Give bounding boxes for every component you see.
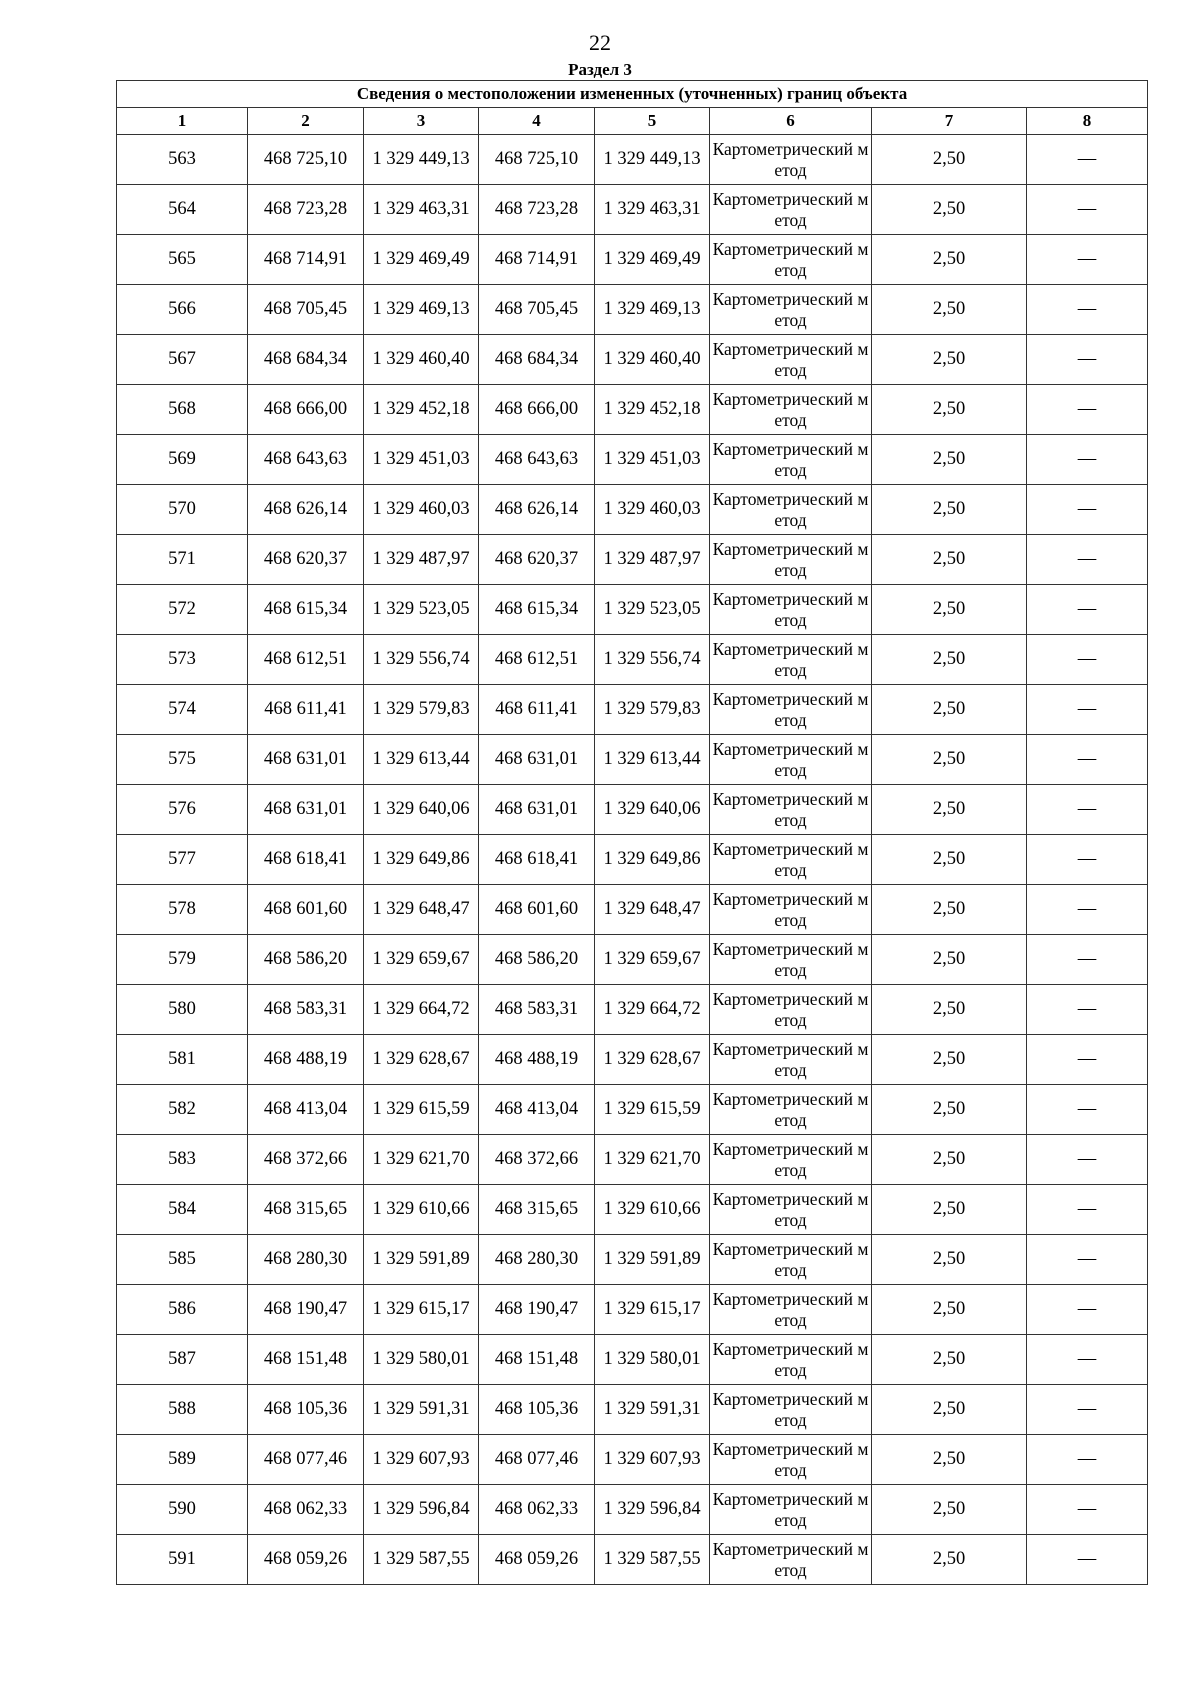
column-number: 4 bbox=[479, 108, 595, 135]
method-cell: Картометрический метод bbox=[710, 935, 872, 985]
x-existing-cell: 468 586,20 bbox=[248, 935, 364, 985]
accuracy-cell: 2,50 bbox=[872, 1335, 1027, 1385]
x-existing-cell: 468 488,19 bbox=[248, 1035, 364, 1085]
point-number-cell: 568 bbox=[117, 385, 248, 435]
x-new-cell: 468 643,63 bbox=[479, 435, 595, 485]
description-cell: — bbox=[1027, 835, 1148, 885]
x-new-cell: 468 315,65 bbox=[479, 1185, 595, 1235]
table-row bbox=[117, 585, 1148, 635]
x-existing-cell: 468 077,46 bbox=[248, 1435, 364, 1485]
x-new-cell: 468 062,33 bbox=[479, 1485, 595, 1535]
accuracy-cell: 2,50 bbox=[872, 1385, 1027, 1435]
method-cell: Картометрический метод bbox=[710, 235, 872, 285]
description-cell: — bbox=[1027, 1085, 1148, 1135]
y-existing-cell: 1 329 648,47 bbox=[364, 885, 479, 935]
point-number-cell: 567 bbox=[117, 335, 248, 385]
table-row bbox=[117, 435, 1148, 485]
y-existing-cell: 1 329 607,93 bbox=[364, 1435, 479, 1485]
x-new-cell: 468 105,36 bbox=[479, 1385, 595, 1435]
point-number-cell: 587 bbox=[117, 1335, 248, 1385]
method-cell: Картометрический метод bbox=[710, 1385, 872, 1435]
y-new-cell: 1 329 556,74 bbox=[595, 635, 710, 685]
method-cell: Картометрический метод bbox=[710, 1035, 872, 1085]
y-new-cell: 1 329 610,66 bbox=[595, 1185, 710, 1235]
point-number-cell: 584 bbox=[117, 1185, 248, 1235]
x-new-cell: 468 611,41 bbox=[479, 685, 595, 735]
method-cell: Картометрический метод bbox=[710, 735, 872, 785]
table-row bbox=[117, 685, 1148, 735]
table-row bbox=[117, 1285, 1148, 1335]
description-cell: — bbox=[1027, 1035, 1148, 1085]
method-cell: Картометрический метод bbox=[710, 585, 872, 635]
y-existing-cell: 1 329 487,97 bbox=[364, 535, 479, 585]
y-new-cell: 1 329 648,47 bbox=[595, 885, 710, 935]
column-number: 1 bbox=[117, 108, 248, 135]
y-existing-cell: 1 329 556,74 bbox=[364, 635, 479, 685]
point-number-cell: 589 bbox=[117, 1435, 248, 1485]
method-cell: Картометрический метод bbox=[710, 1235, 872, 1285]
accuracy-cell: 2,50 bbox=[872, 335, 1027, 385]
y-new-cell: 1 329 449,13 bbox=[595, 135, 710, 185]
x-existing-cell: 468 684,34 bbox=[248, 335, 364, 385]
table-row bbox=[117, 235, 1148, 285]
x-existing-cell: 468 626,14 bbox=[248, 485, 364, 535]
point-number-cell: 569 bbox=[117, 435, 248, 485]
method-cell: Картометрический метод bbox=[710, 1185, 872, 1235]
boundary-coordinates-table bbox=[116, 80, 1148, 1585]
y-new-cell: 1 329 664,72 bbox=[595, 985, 710, 1035]
accuracy-cell: 2,50 bbox=[872, 1035, 1027, 1085]
table-caption-row bbox=[117, 81, 1148, 108]
column-number: 2 bbox=[248, 108, 364, 135]
x-new-cell: 468 723,28 bbox=[479, 185, 595, 235]
point-number-cell: 591 bbox=[117, 1535, 248, 1585]
description-cell: — bbox=[1027, 735, 1148, 785]
x-existing-cell: 468 725,10 bbox=[248, 135, 364, 185]
x-existing-cell: 468 315,65 bbox=[248, 1185, 364, 1235]
description-cell: — bbox=[1027, 1135, 1148, 1185]
x-new-cell: 468 280,30 bbox=[479, 1235, 595, 1285]
y-new-cell: 1 329 659,67 bbox=[595, 935, 710, 985]
accuracy-cell: 2,50 bbox=[872, 185, 1027, 235]
description-cell: — bbox=[1027, 1385, 1148, 1435]
point-number-cell: 572 bbox=[117, 585, 248, 635]
description-cell: — bbox=[1027, 135, 1148, 185]
description-cell: — bbox=[1027, 1285, 1148, 1335]
x-existing-cell: 468 666,00 bbox=[248, 385, 364, 435]
x-existing-cell: 468 280,30 bbox=[248, 1235, 364, 1285]
description-cell: — bbox=[1027, 1185, 1148, 1235]
y-existing-cell: 1 329 596,84 bbox=[364, 1485, 479, 1535]
x-new-cell: 468 583,31 bbox=[479, 985, 595, 1035]
y-existing-cell: 1 329 628,67 bbox=[364, 1035, 479, 1085]
accuracy-cell: 2,50 bbox=[872, 535, 1027, 585]
y-new-cell: 1 329 649,86 bbox=[595, 835, 710, 885]
method-cell: Картометрический метод bbox=[710, 1085, 872, 1135]
y-existing-cell: 1 329 610,66 bbox=[364, 1185, 479, 1235]
y-new-cell: 1 329 591,89 bbox=[595, 1235, 710, 1285]
table-row bbox=[117, 885, 1148, 935]
y-new-cell: 1 329 591,31 bbox=[595, 1385, 710, 1435]
column-number: 7 bbox=[872, 108, 1027, 135]
y-existing-cell: 1 329 621,70 bbox=[364, 1135, 479, 1185]
accuracy-cell: 2,50 bbox=[872, 1185, 1027, 1235]
x-existing-cell: 468 618,41 bbox=[248, 835, 364, 885]
x-new-cell: 468 612,51 bbox=[479, 635, 595, 685]
accuracy-cell: 2,50 bbox=[872, 985, 1027, 1035]
x-new-cell: 468 705,45 bbox=[479, 285, 595, 335]
x-new-cell: 468 190,47 bbox=[479, 1285, 595, 1335]
x-existing-cell: 468 062,33 bbox=[248, 1485, 364, 1535]
x-new-cell: 468 413,04 bbox=[479, 1085, 595, 1135]
x-existing-cell: 468 612,51 bbox=[248, 635, 364, 685]
x-existing-cell: 468 059,26 bbox=[248, 1535, 364, 1585]
y-existing-cell: 1 329 449,13 bbox=[364, 135, 479, 185]
point-number-cell: 588 bbox=[117, 1385, 248, 1435]
table-row bbox=[117, 335, 1148, 385]
point-number-cell: 566 bbox=[117, 285, 248, 335]
description-cell: — bbox=[1027, 935, 1148, 985]
point-number-cell: 574 bbox=[117, 685, 248, 735]
accuracy-cell: 2,50 bbox=[872, 1535, 1027, 1585]
x-existing-cell: 468 151,48 bbox=[248, 1335, 364, 1385]
accuracy-cell: 2,50 bbox=[872, 285, 1027, 335]
y-new-cell: 1 329 613,44 bbox=[595, 735, 710, 785]
x-new-cell: 468 151,48 bbox=[479, 1335, 595, 1385]
y-new-cell: 1 329 451,03 bbox=[595, 435, 710, 485]
accuracy-cell: 2,50 bbox=[872, 135, 1027, 185]
column-number: 3 bbox=[364, 108, 479, 135]
y-existing-cell: 1 329 460,03 bbox=[364, 485, 479, 535]
accuracy-cell: 2,50 bbox=[872, 635, 1027, 685]
x-existing-cell: 468 620,37 bbox=[248, 535, 364, 585]
point-number-cell: 583 bbox=[117, 1135, 248, 1185]
point-number-cell: 570 bbox=[117, 485, 248, 535]
y-new-cell: 1 329 463,31 bbox=[595, 185, 710, 235]
x-existing-cell: 468 583,31 bbox=[248, 985, 364, 1035]
point-number-cell: 581 bbox=[117, 1035, 248, 1085]
description-cell: — bbox=[1027, 685, 1148, 735]
method-cell: Картометрический метод bbox=[710, 335, 872, 385]
method-cell: Картометрический метод bbox=[710, 485, 872, 535]
x-new-cell: 468 725,10 bbox=[479, 135, 595, 185]
y-new-cell: 1 329 596,84 bbox=[595, 1485, 710, 1535]
y-new-cell: 1 329 460,03 bbox=[595, 485, 710, 535]
method-cell: Картометрический метод bbox=[710, 185, 872, 235]
y-new-cell: 1 329 579,83 bbox=[595, 685, 710, 735]
method-cell: Картометрический метод bbox=[710, 985, 872, 1035]
table-row bbox=[117, 535, 1148, 585]
description-cell: — bbox=[1027, 335, 1148, 385]
point-number-cell: 573 bbox=[117, 635, 248, 685]
table-row bbox=[117, 935, 1148, 985]
x-new-cell: 468 586,20 bbox=[479, 935, 595, 985]
x-existing-cell: 468 615,34 bbox=[248, 585, 364, 635]
table-row bbox=[117, 185, 1148, 235]
accuracy-cell: 2,50 bbox=[872, 735, 1027, 785]
table-row bbox=[117, 1085, 1148, 1135]
description-cell: — bbox=[1027, 785, 1148, 835]
accuracy-cell: 2,50 bbox=[872, 1085, 1027, 1135]
x-new-cell: 468 488,19 bbox=[479, 1035, 595, 1085]
y-existing-cell: 1 329 659,67 bbox=[364, 935, 479, 985]
description-cell: — bbox=[1027, 1335, 1148, 1385]
table-row bbox=[117, 1235, 1148, 1285]
point-number-cell: 582 bbox=[117, 1085, 248, 1135]
table-row bbox=[117, 1335, 1148, 1385]
table-row bbox=[117, 1385, 1148, 1435]
x-existing-cell: 468 643,63 bbox=[248, 435, 364, 485]
accuracy-cell: 2,50 bbox=[872, 785, 1027, 835]
description-cell: — bbox=[1027, 585, 1148, 635]
y-existing-cell: 1 329 469,49 bbox=[364, 235, 479, 285]
description-cell: — bbox=[1027, 235, 1148, 285]
x-new-cell: 468 684,34 bbox=[479, 335, 595, 385]
y-new-cell: 1 329 452,18 bbox=[595, 385, 710, 435]
table-row bbox=[117, 735, 1148, 785]
x-new-cell: 468 666,00 bbox=[479, 385, 595, 435]
y-new-cell: 1 329 469,49 bbox=[595, 235, 710, 285]
description-cell: — bbox=[1027, 185, 1148, 235]
method-cell: Картометрический метод bbox=[710, 785, 872, 835]
y-new-cell: 1 329 615,17 bbox=[595, 1285, 710, 1335]
y-existing-cell: 1 329 591,89 bbox=[364, 1235, 479, 1285]
y-existing-cell: 1 329 615,17 bbox=[364, 1285, 479, 1335]
accuracy-cell: 2,50 bbox=[872, 885, 1027, 935]
y-existing-cell: 1 329 469,13 bbox=[364, 285, 479, 335]
y-existing-cell: 1 329 613,44 bbox=[364, 735, 479, 785]
y-existing-cell: 1 329 615,59 bbox=[364, 1085, 479, 1135]
x-new-cell: 468 714,91 bbox=[479, 235, 595, 285]
x-existing-cell: 468 705,45 bbox=[248, 285, 364, 335]
table-row bbox=[117, 285, 1148, 335]
table-row bbox=[117, 1185, 1148, 1235]
table-row bbox=[117, 835, 1148, 885]
method-cell: Картометрический метод bbox=[710, 1135, 872, 1185]
table-row bbox=[117, 135, 1148, 185]
y-existing-cell: 1 329 451,03 bbox=[364, 435, 479, 485]
y-new-cell: 1 329 615,59 bbox=[595, 1085, 710, 1135]
method-cell: Картометрический метод bbox=[710, 1535, 872, 1585]
accuracy-cell: 2,50 bbox=[872, 935, 1027, 985]
point-number-cell: 576 bbox=[117, 785, 248, 835]
column-number: 8 bbox=[1027, 108, 1148, 135]
accuracy-cell: 2,50 bbox=[872, 835, 1027, 885]
method-cell: Картометрический метод bbox=[710, 535, 872, 585]
y-new-cell: 1 329 469,13 bbox=[595, 285, 710, 335]
description-cell: — bbox=[1027, 1435, 1148, 1485]
point-number-cell: 586 bbox=[117, 1285, 248, 1335]
description-cell: — bbox=[1027, 285, 1148, 335]
description-cell: — bbox=[1027, 635, 1148, 685]
method-cell: Картометрический метод bbox=[710, 685, 872, 735]
point-number-cell: 563 bbox=[117, 135, 248, 185]
y-existing-cell: 1 329 591,31 bbox=[364, 1385, 479, 1435]
x-existing-cell: 468 105,36 bbox=[248, 1385, 364, 1435]
x-new-cell: 468 618,41 bbox=[479, 835, 595, 885]
column-number: 6 bbox=[710, 108, 872, 135]
column-number-row bbox=[117, 108, 1148, 135]
description-cell: — bbox=[1027, 1535, 1148, 1585]
y-existing-cell: 1 329 523,05 bbox=[364, 585, 479, 635]
x-existing-cell: 468 601,60 bbox=[248, 885, 364, 935]
y-existing-cell: 1 329 580,01 bbox=[364, 1335, 479, 1385]
accuracy-cell: 2,50 bbox=[872, 435, 1027, 485]
y-new-cell: 1 329 628,67 bbox=[595, 1035, 710, 1085]
point-number-cell: 564 bbox=[117, 185, 248, 235]
y-new-cell: 1 329 621,70 bbox=[595, 1135, 710, 1185]
accuracy-cell: 2,50 bbox=[872, 235, 1027, 285]
point-number-cell: 585 bbox=[117, 1235, 248, 1285]
x-new-cell: 468 059,26 bbox=[479, 1535, 595, 1585]
accuracy-cell: 2,50 bbox=[872, 1235, 1027, 1285]
x-new-cell: 468 372,66 bbox=[479, 1135, 595, 1185]
description-cell: — bbox=[1027, 1235, 1148, 1285]
table-row bbox=[117, 485, 1148, 535]
accuracy-cell: 2,50 bbox=[872, 685, 1027, 735]
table-body bbox=[117, 135, 1148, 1585]
table-row bbox=[117, 1435, 1148, 1485]
x-existing-cell: 468 372,66 bbox=[248, 1135, 364, 1185]
description-cell: — bbox=[1027, 535, 1148, 585]
table-row bbox=[117, 1035, 1148, 1085]
method-cell: Картометрический метод bbox=[710, 635, 872, 685]
table-row bbox=[117, 985, 1148, 1035]
method-cell: Картометрический метод bbox=[710, 385, 872, 435]
description-cell: — bbox=[1027, 885, 1148, 935]
section-title: Раздел 3 bbox=[568, 60, 632, 79]
description-cell: — bbox=[1027, 435, 1148, 485]
y-new-cell: 1 329 487,97 bbox=[595, 535, 710, 585]
x-existing-cell: 468 714,91 bbox=[248, 235, 364, 285]
method-cell: Картометрический метод bbox=[710, 1335, 872, 1385]
table-row bbox=[117, 1535, 1148, 1585]
column-number: 5 bbox=[595, 108, 710, 135]
point-number-cell: 571 bbox=[117, 535, 248, 585]
y-existing-cell: 1 329 640,06 bbox=[364, 785, 479, 835]
method-cell: Картометрический метод bbox=[710, 835, 872, 885]
x-new-cell: 468 615,34 bbox=[479, 585, 595, 635]
y-new-cell: 1 329 523,05 bbox=[595, 585, 710, 635]
description-cell: — bbox=[1027, 385, 1148, 435]
y-existing-cell: 1 329 579,83 bbox=[364, 685, 479, 735]
method-cell: Картометрический метод bbox=[710, 1435, 872, 1485]
accuracy-cell: 2,50 bbox=[872, 1135, 1027, 1185]
x-existing-cell: 468 190,47 bbox=[248, 1285, 364, 1335]
x-new-cell: 468 631,01 bbox=[479, 785, 595, 835]
table-caption: Сведения о местоположении измененных (уточненных) границ объекта bbox=[117, 81, 1148, 108]
table-row bbox=[117, 1485, 1148, 1535]
y-new-cell: 1 329 607,93 bbox=[595, 1435, 710, 1485]
accuracy-cell: 2,50 bbox=[872, 585, 1027, 635]
method-cell: Картометрический метод bbox=[710, 885, 872, 935]
method-cell: Картометрический метод bbox=[710, 1285, 872, 1335]
description-cell: — bbox=[1027, 985, 1148, 1035]
y-existing-cell: 1 329 587,55 bbox=[364, 1535, 479, 1585]
x-new-cell: 468 626,14 bbox=[479, 485, 595, 535]
point-number-cell: 575 bbox=[117, 735, 248, 785]
method-cell: Картометрический метод bbox=[710, 1485, 872, 1535]
x-existing-cell: 468 723,28 bbox=[248, 185, 364, 235]
accuracy-cell: 2,50 bbox=[872, 1485, 1027, 1535]
point-number-cell: 578 bbox=[117, 885, 248, 935]
table-row bbox=[117, 1135, 1148, 1185]
y-existing-cell: 1 329 664,72 bbox=[364, 985, 479, 1035]
x-existing-cell: 468 413,04 bbox=[248, 1085, 364, 1135]
y-existing-cell: 1 329 460,40 bbox=[364, 335, 479, 385]
y-new-cell: 1 329 580,01 bbox=[595, 1335, 710, 1385]
y-existing-cell: 1 329 463,31 bbox=[364, 185, 479, 235]
y-new-cell: 1 329 587,55 bbox=[595, 1535, 710, 1585]
x-existing-cell: 468 631,01 bbox=[248, 735, 364, 785]
x-new-cell: 468 631,01 bbox=[479, 735, 595, 785]
accuracy-cell: 2,50 bbox=[872, 385, 1027, 435]
y-new-cell: 1 329 640,06 bbox=[595, 785, 710, 835]
y-existing-cell: 1 329 452,18 bbox=[364, 385, 479, 435]
table-row bbox=[117, 635, 1148, 685]
x-existing-cell: 468 631,01 bbox=[248, 785, 364, 835]
point-number-cell: 565 bbox=[117, 235, 248, 285]
y-existing-cell: 1 329 649,86 bbox=[364, 835, 479, 885]
x-new-cell: 468 077,46 bbox=[479, 1435, 595, 1485]
x-new-cell: 468 620,37 bbox=[479, 535, 595, 585]
x-new-cell: 468 601,60 bbox=[479, 885, 595, 935]
method-cell: Картометрический метод bbox=[710, 435, 872, 485]
method-cell: Картометрический метод bbox=[710, 135, 872, 185]
method-cell: Картометрический метод bbox=[710, 285, 872, 335]
point-number-cell: 577 bbox=[117, 835, 248, 885]
x-existing-cell: 468 611,41 bbox=[248, 685, 364, 735]
accuracy-cell: 2,50 bbox=[872, 1435, 1027, 1485]
description-cell: — bbox=[1027, 1485, 1148, 1535]
accuracy-cell: 2,50 bbox=[872, 1285, 1027, 1335]
point-number-cell: 590 bbox=[117, 1485, 248, 1535]
accuracy-cell: 2,50 bbox=[872, 485, 1027, 535]
table-row bbox=[117, 785, 1148, 835]
point-number-cell: 580 bbox=[117, 985, 248, 1035]
point-number-cell: 579 bbox=[117, 935, 248, 985]
page-number: 22 bbox=[589, 30, 611, 55]
table-row bbox=[117, 385, 1148, 435]
y-new-cell: 1 329 460,40 bbox=[595, 335, 710, 385]
description-cell: — bbox=[1027, 485, 1148, 535]
